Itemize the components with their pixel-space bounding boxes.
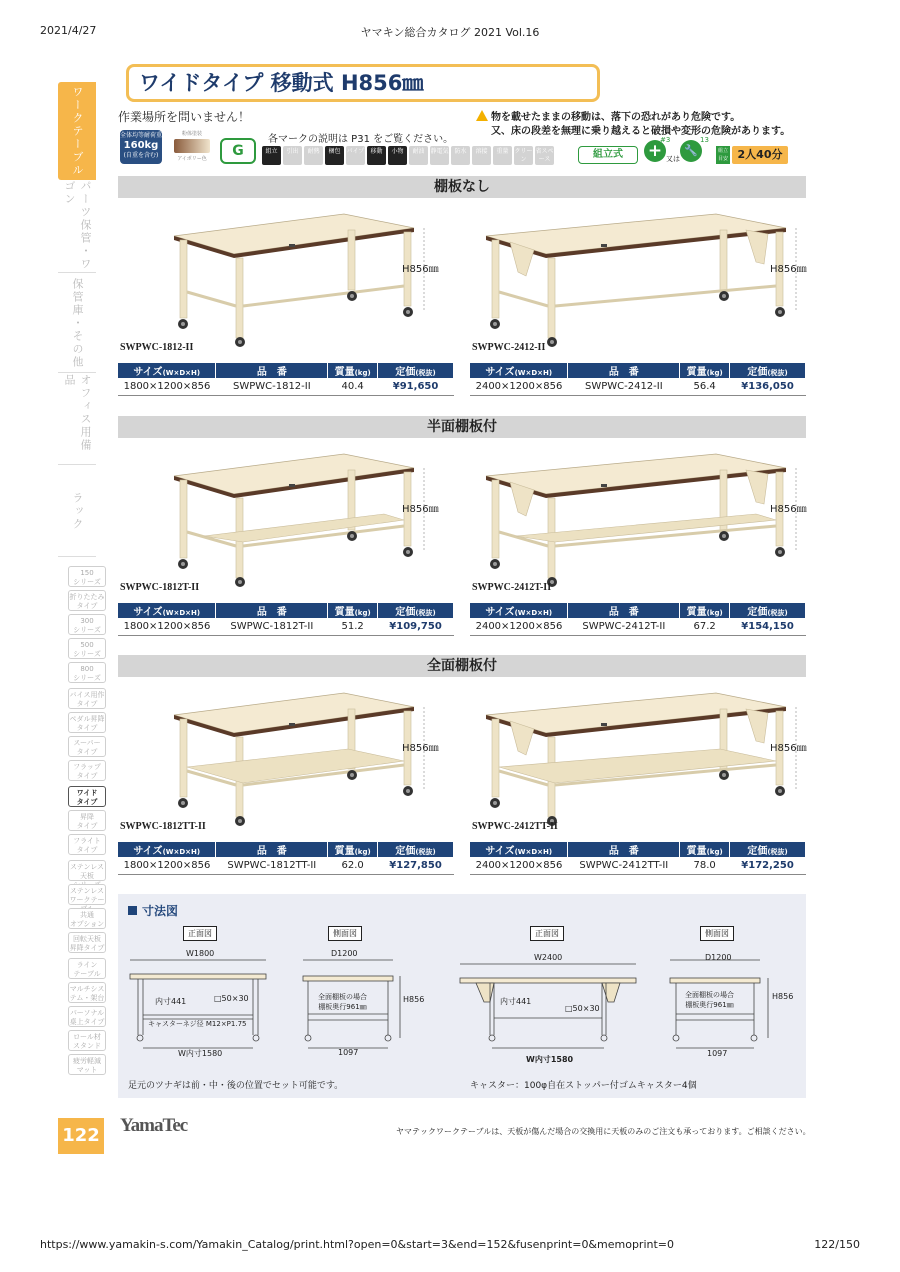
table-row <box>470 378 806 395</box>
print-url: https://www.yamakin-s.com/Yamakin_Catalog/print.html?open=0&start=3&end=152&fusenprint=0&memoprint=0 <box>40 1238 675 1251</box>
spec-table <box>470 603 806 636</box>
warning-line-2: 又、床の段差を無理に乗り越えると破損や変形の危険があります。 <box>491 126 791 137</box>
tool-size-1: #3 <box>660 136 671 144</box>
sidebar-tab-office[interactable]: オフィス用備品 <box>63 374 92 452</box>
price-cell: ¥109,750 <box>378 618 454 635</box>
sidebar-tab-storage[interactable]: 保管庫・その他 <box>71 277 84 369</box>
col-part: 品 番 <box>568 603 680 618</box>
assembly-badge: 組立式 <box>578 146 638 164</box>
assembly-time-caption: 組立目安 <box>717 148 728 162</box>
front-view-label-right: 正面図 <box>530 926 564 941</box>
warning-line-1: 物を載せたままの移動は、落下の恐れがあり危険です。 <box>491 112 741 123</box>
spec-header-row <box>118 363 454 378</box>
ivory-paint-mark <box>170 130 214 164</box>
size-cell: 1800×1200×856 <box>118 857 216 874</box>
green-purchase-mark-icon: G <box>220 138 256 164</box>
screwdriver-icon: + <box>644 140 666 162</box>
dim-right-inner-width: W内寸1580 <box>526 1055 574 1064</box>
sidebar-tab-worktable[interactable]: ワークテーブル <box>58 82 96 180</box>
series-tab[interactable]: 500 シリーズ <box>68 638 106 659</box>
spec-header-row <box>470 363 806 378</box>
ivory-label: アイボリー色 <box>177 156 207 162</box>
col-price: 定価(税抜) <box>730 603 806 618</box>
feature-mark-icon: 組立 <box>262 146 281 165</box>
product-photo <box>470 206 790 350</box>
spec-table <box>118 603 454 636</box>
load-caption: 全体均等耐荷重 <box>120 132 163 139</box>
table-row <box>470 618 806 635</box>
col-size: サイズ(W×D×H) <box>470 842 568 857</box>
assembly-time: 2人40分 <box>732 146 788 164</box>
size-cell: 1800×1200×856 <box>118 618 216 635</box>
col-price: 定価(税抜) <box>378 603 454 618</box>
feature-mark-icon: 重量 <box>493 146 512 165</box>
sidebar-divider <box>58 372 96 373</box>
part-cell: SWPWC-1812-II <box>216 378 328 395</box>
mark-note: 各マークの説明は P31 をご覧ください。 <box>268 134 454 145</box>
table-row <box>118 378 454 395</box>
yamatec-logo: YamaTec <box>120 1115 188 1136</box>
price-cell: ¥136,050 <box>730 378 806 395</box>
dim-right-height: H856 <box>772 992 794 1001</box>
height-label: H856㎜ <box>402 264 439 275</box>
weight-cell: 56.4 <box>680 378 730 395</box>
feature-mark-icon: 小物 <box>388 146 407 165</box>
series-tab[interactable]: ペダル昇降 タイプ <box>68 712 106 733</box>
col-part: 品 番 <box>216 603 328 618</box>
col-price: 定価(税抜) <box>730 363 806 378</box>
product-photo <box>470 446 790 590</box>
series-tab[interactable]: ステンレス ワークテー <box>68 884 106 905</box>
square-bullet-icon <box>128 906 137 915</box>
sidebar-divider <box>58 272 96 273</box>
part-cell: SWPWC-2412-II <box>568 378 680 395</box>
weight-cell: 62.0 <box>328 857 378 874</box>
dim-right-depth: D1200 <box>705 953 732 962</box>
ivory-swatch-icon <box>174 139 210 153</box>
table-row <box>118 857 454 874</box>
feature-mark-icon: クリーン <box>514 148 533 163</box>
series-tab[interactable]: ロール材 スタンド <box>68 1030 106 1051</box>
height-label: H856㎜ <box>402 743 439 754</box>
series-tab[interactable]: スーパー タイプ <box>68 736 106 757</box>
series-tab[interactable]: バイス用作 タイプ <box>68 688 106 709</box>
feature-mark-icon: 溶接 <box>472 146 491 165</box>
load-sub: (自重を含む) <box>123 152 159 159</box>
section-header: 棚板なし <box>118 176 806 198</box>
feature-mark-icon: 静電気 <box>430 146 449 165</box>
height-label: H856㎜ <box>770 743 807 754</box>
sidebar-divider <box>58 464 96 465</box>
feature-mark-icon: 省スペース <box>535 148 554 163</box>
side-view-label-right: 側面図 <box>700 926 734 941</box>
part-cell: SWPWC-1812T-II <box>216 618 328 635</box>
model-label: SWPWC-1812-II <box>120 342 194 353</box>
series-tab[interactable]: 折りたたみ タイプ <box>68 590 106 611</box>
series-tab[interactable]: 300 シリーズ <box>68 614 106 635</box>
spec-table <box>470 842 806 875</box>
dim-right-side-inner: 1097 <box>707 1049 728 1058</box>
spec-table <box>118 842 454 875</box>
dim-left-side-inner: 1097 <box>338 1048 359 1057</box>
series-tab[interactable]: パーソナル 桌上タイプ <box>68 1006 106 1027</box>
feature-mark-icon: 耐油 <box>409 146 428 165</box>
size-cell: 1800×1200×856 <box>118 378 216 395</box>
document-title: ヤマキン総合カタログ 2021 Vol.16 <box>360 26 540 39</box>
col-size: サイズ(W×D×H) <box>118 363 216 378</box>
series-tab[interactable]: ステンレス天板 <box>68 860 106 881</box>
tool-size-2: 13 <box>700 136 709 144</box>
model-label: SWPWC-1812TT-II <box>120 821 206 832</box>
page-subtitle: 作業場所を問いません！ <box>118 110 251 124</box>
load-capacity-badge <box>120 130 162 164</box>
model-label: SWPWC-2412TT-II <box>472 821 558 832</box>
product-photo <box>118 206 438 350</box>
feature-mark-icon: 耐熱 <box>304 146 323 165</box>
dim-left-inner-width: W内寸1580 <box>178 1049 223 1058</box>
spec-header-row <box>118 842 454 857</box>
weight-cell: 51.2 <box>328 618 378 635</box>
model-label: SWPWC-2412T-II <box>472 582 552 593</box>
part-cell: SWPWC-2412T-II <box>568 618 680 635</box>
weight-cell: 40.4 <box>328 378 378 395</box>
feature-marks <box>262 146 554 165</box>
dim-left-pipe: □50×30 <box>214 994 249 1003</box>
spec-header-row <box>470 842 806 857</box>
safety-warning <box>476 110 790 139</box>
height-label: H856㎜ <box>770 504 807 515</box>
size-cell: 2400×1200×856 <box>470 857 568 874</box>
col-part: 品 番 <box>216 842 328 857</box>
worktable-image <box>118 206 438 346</box>
col-weight: 質量(kg) <box>328 363 378 378</box>
series-tab[interactable]: マルチシス テム・架台 <box>68 982 106 1003</box>
worktable-image <box>118 446 438 586</box>
part-cell: SWPWC-2412TT-II <box>568 857 680 874</box>
price-cell: ¥127,850 <box>378 857 454 874</box>
col-price: 定価(税抜) <box>378 363 454 378</box>
series-tab[interactable]: ワイド タイプ <box>68 786 106 807</box>
series-tab[interactable]: 昇降 タイプ <box>68 810 106 831</box>
col-size: サイズ(W×D×H) <box>118 842 216 857</box>
table-row <box>470 857 806 874</box>
page-number: 122 <box>58 1118 104 1154</box>
load-value: 160kg <box>123 140 159 151</box>
dim-left-height: H856 <box>403 995 425 1004</box>
worktable-image <box>470 685 790 825</box>
series-tab[interactable]: 800 シリーズ <box>68 662 106 683</box>
feature-mark-icon: 防水 <box>451 146 470 165</box>
front-view-label-left: 正面図 <box>183 926 217 941</box>
sidebar-divider <box>58 556 96 557</box>
page-title: ワイドタイプ 移動式 H856㎜ <box>126 64 600 102</box>
col-weight: 質量(kg) <box>328 842 378 857</box>
worktable-image <box>118 685 438 825</box>
wrench-icon: 🔧 <box>680 140 702 162</box>
col-price: 定価(税抜) <box>378 842 454 857</box>
footer-note: ヤマテックワークテーブルは、天板が傷んだ場合の交換用に天板のみのご注文も承っております。ご相談ください。 <box>396 1127 811 1136</box>
price-cell: ¥91,650 <box>378 378 454 395</box>
section-header: 全面棚板付 <box>118 655 806 677</box>
product-photo <box>118 446 438 590</box>
worktable-image <box>470 446 790 586</box>
print-date: 2021/4/27 <box>40 24 97 37</box>
warning-icon <box>476 110 488 121</box>
spec-table <box>118 363 454 396</box>
section-header: 半面棚板付 <box>118 416 806 438</box>
dim-left-depth: D1200 <box>331 949 358 958</box>
part-cell: SWPWC-1812TT-II <box>216 857 328 874</box>
series-tab[interactable]: フライト タイプ <box>68 834 106 855</box>
side-view-label-left: 側面図 <box>328 926 362 941</box>
ivory-caption: 粉体塗装 <box>181 131 202 137</box>
weight-cell: 78.0 <box>680 857 730 874</box>
col-weight: 質量(kg) <box>680 603 730 618</box>
sidebar-tab-rack[interactable]: ラック <box>71 491 84 531</box>
dim-note-foot-rail: 足元のツナギは前・中・後の位置でセット可能です。 <box>128 1081 344 1091</box>
price-cell: ¥154,150 <box>730 618 806 635</box>
col-weight: 質量(kg) <box>680 842 730 857</box>
series-tab[interactable]: 疲労軽減 マット <box>68 1054 106 1075</box>
col-size: サイズ(W×D×H) <box>470 363 568 378</box>
model-label: SWPWC-1812T-II <box>120 582 200 593</box>
feature-mark-icon: パイプ <box>346 146 365 165</box>
col-size: サイズ(W×D×H) <box>470 603 568 618</box>
height-label: H856㎜ <box>770 264 807 275</box>
spec-table <box>470 363 806 396</box>
table-row <box>118 618 454 635</box>
col-size: サイズ(W×D×H) <box>118 603 216 618</box>
series-tab[interactable]: ライン テーブル <box>68 958 106 979</box>
worktable-image <box>470 206 790 346</box>
product-photo <box>470 685 790 829</box>
price-cell: ¥172,250 <box>730 857 806 874</box>
series-tab[interactable]: 回転天板 昇降タイプ <box>68 932 106 953</box>
tool-or: 又は <box>666 155 680 163</box>
sidebar-tab-parts-wagon[interactable]: パーツ保管・ワゴン <box>63 180 92 271</box>
col-part: 品 番 <box>216 363 328 378</box>
dim-right-width: W2400 <box>534 953 563 962</box>
weight-cell: 67.2 <box>680 618 730 635</box>
dim-left-caster-thread: キャスターネジ径 M12×P1.75 <box>148 1020 247 1028</box>
dim-right-pipe: □50×30 <box>565 1004 600 1013</box>
dim-left-width: W1800 <box>186 949 215 958</box>
dim-left-shelf-note: 全面棚板の場合 棚板奥行961㎜ <box>318 993 367 1011</box>
feature-mark-icon: 引出 <box>283 146 302 165</box>
feature-mark-icon: 梱包 <box>325 146 344 165</box>
print-page-counter: 122/150 <box>814 1238 860 1251</box>
col-part: 品 番 <box>568 363 680 378</box>
product-photo <box>118 685 438 829</box>
spec-header-row <box>118 603 454 618</box>
feature-mark-icon: 移動 <box>367 146 386 165</box>
col-weight: 質量(kg) <box>680 363 730 378</box>
dim-left-inner-height: 内寸441 <box>155 997 187 1006</box>
dim-right-shelf-note: 全面棚板の場合 棚板奥行961㎜ <box>685 991 734 1009</box>
col-part: 品 番 <box>568 842 680 857</box>
dimension-title: 寸法図 <box>128 902 178 919</box>
model-label: SWPWC-2412-II <box>472 342 546 353</box>
size-cell: 2400×1200×856 <box>470 618 568 635</box>
dim-right-inner-height: 内寸441 <box>500 997 532 1006</box>
col-price: 定価(税抜) <box>730 842 806 857</box>
series-tab[interactable]: フラップ タイプ <box>68 760 106 781</box>
col-weight: 質量(kg) <box>328 603 378 618</box>
series-tab[interactable]: 150 シリーズ <box>68 566 106 587</box>
series-tab[interactable]: 共通 オプション <box>68 908 106 929</box>
spec-header-row <box>470 603 806 618</box>
height-label: H856㎜ <box>402 504 439 515</box>
size-cell: 2400×1200×856 <box>470 378 568 395</box>
dim-note-casters: キャスター：100φ自在ストッパー付ゴムキャスター4個 <box>470 1081 697 1091</box>
